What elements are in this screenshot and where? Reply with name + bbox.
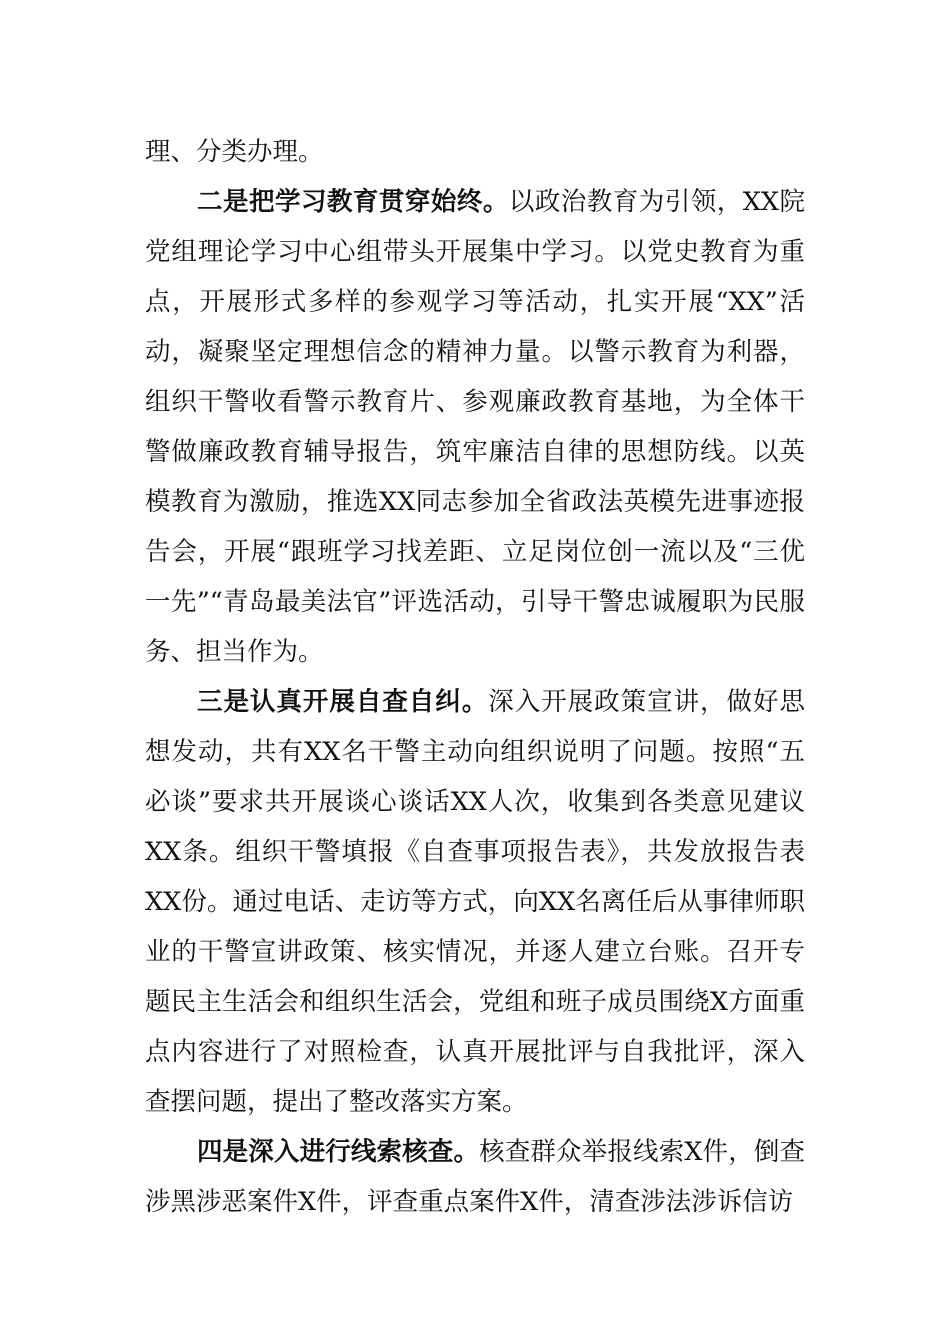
paragraph-heading: 三是认真开展自查自纠。: [197, 687, 489, 717]
paragraph-study-education: [145, 177, 805, 677]
paragraph-heading: 二是把学习教育贯穿始终。: [197, 187, 509, 217]
paragraph-continuation: [145, 127, 805, 177]
paragraph-text: 核查群众举报线索X件，倒查涉黑涉恶案件X件，评查重点案件X件，清查涉法涉诉信访: [145, 1137, 805, 1217]
paragraph-self-inspection: [145, 677, 805, 1127]
paragraph-text: 以政治教育为引领，XX院党组理论学习中心组带头开展集中学习。以党史教育为重点，开展形式多样的参观学习等活动，扎实开展“XX”活动，凝聚坚定理想信念的精神力量。以警示教育为利器，组织干警收看警示教育片、参观廉政教育基地，为全体干警做廉政教育辅导报告，筑牢廉洁自律的思想防线。以英模教育为激励，推选XX同志参加全省政法英模先进事迹报告会，开展“跟班学习找差距、立足岗位创一流以及“三优一先”“青岛最美法官”评选活动，引导干警忠诚履职为民服务、担当作为。: [145, 187, 805, 667]
paragraph-clue-verification: [145, 1127, 805, 1227]
paragraph-text: 深入开展政策宣讲，做好思想发动，共有XX名干警主动向组织说明了问题。按照“五必谈”要求共开展谈心谈话XX人次，收集到各类意见建议XX条。组织干警填报《自查事项报告表》，共发放报告表XX份。通过电话、走访等方式，向XX名离任后从事律师职业的干警宣讲政策、核实情况，并逐人建立台账。召开专题民主生活会和组织生活会，党组和班子成员围绕X方面重点内容进行了对照检查，认真开展批评与自我批评，深入查摆问题，提出了整改落实方案。: [145, 687, 805, 1117]
paragraph-text: 理、分类办理。: [145, 137, 324, 167]
document-body: [145, 127, 805, 1227]
paragraph-heading: 四是深入进行线索核查。: [197, 1137, 480, 1167]
